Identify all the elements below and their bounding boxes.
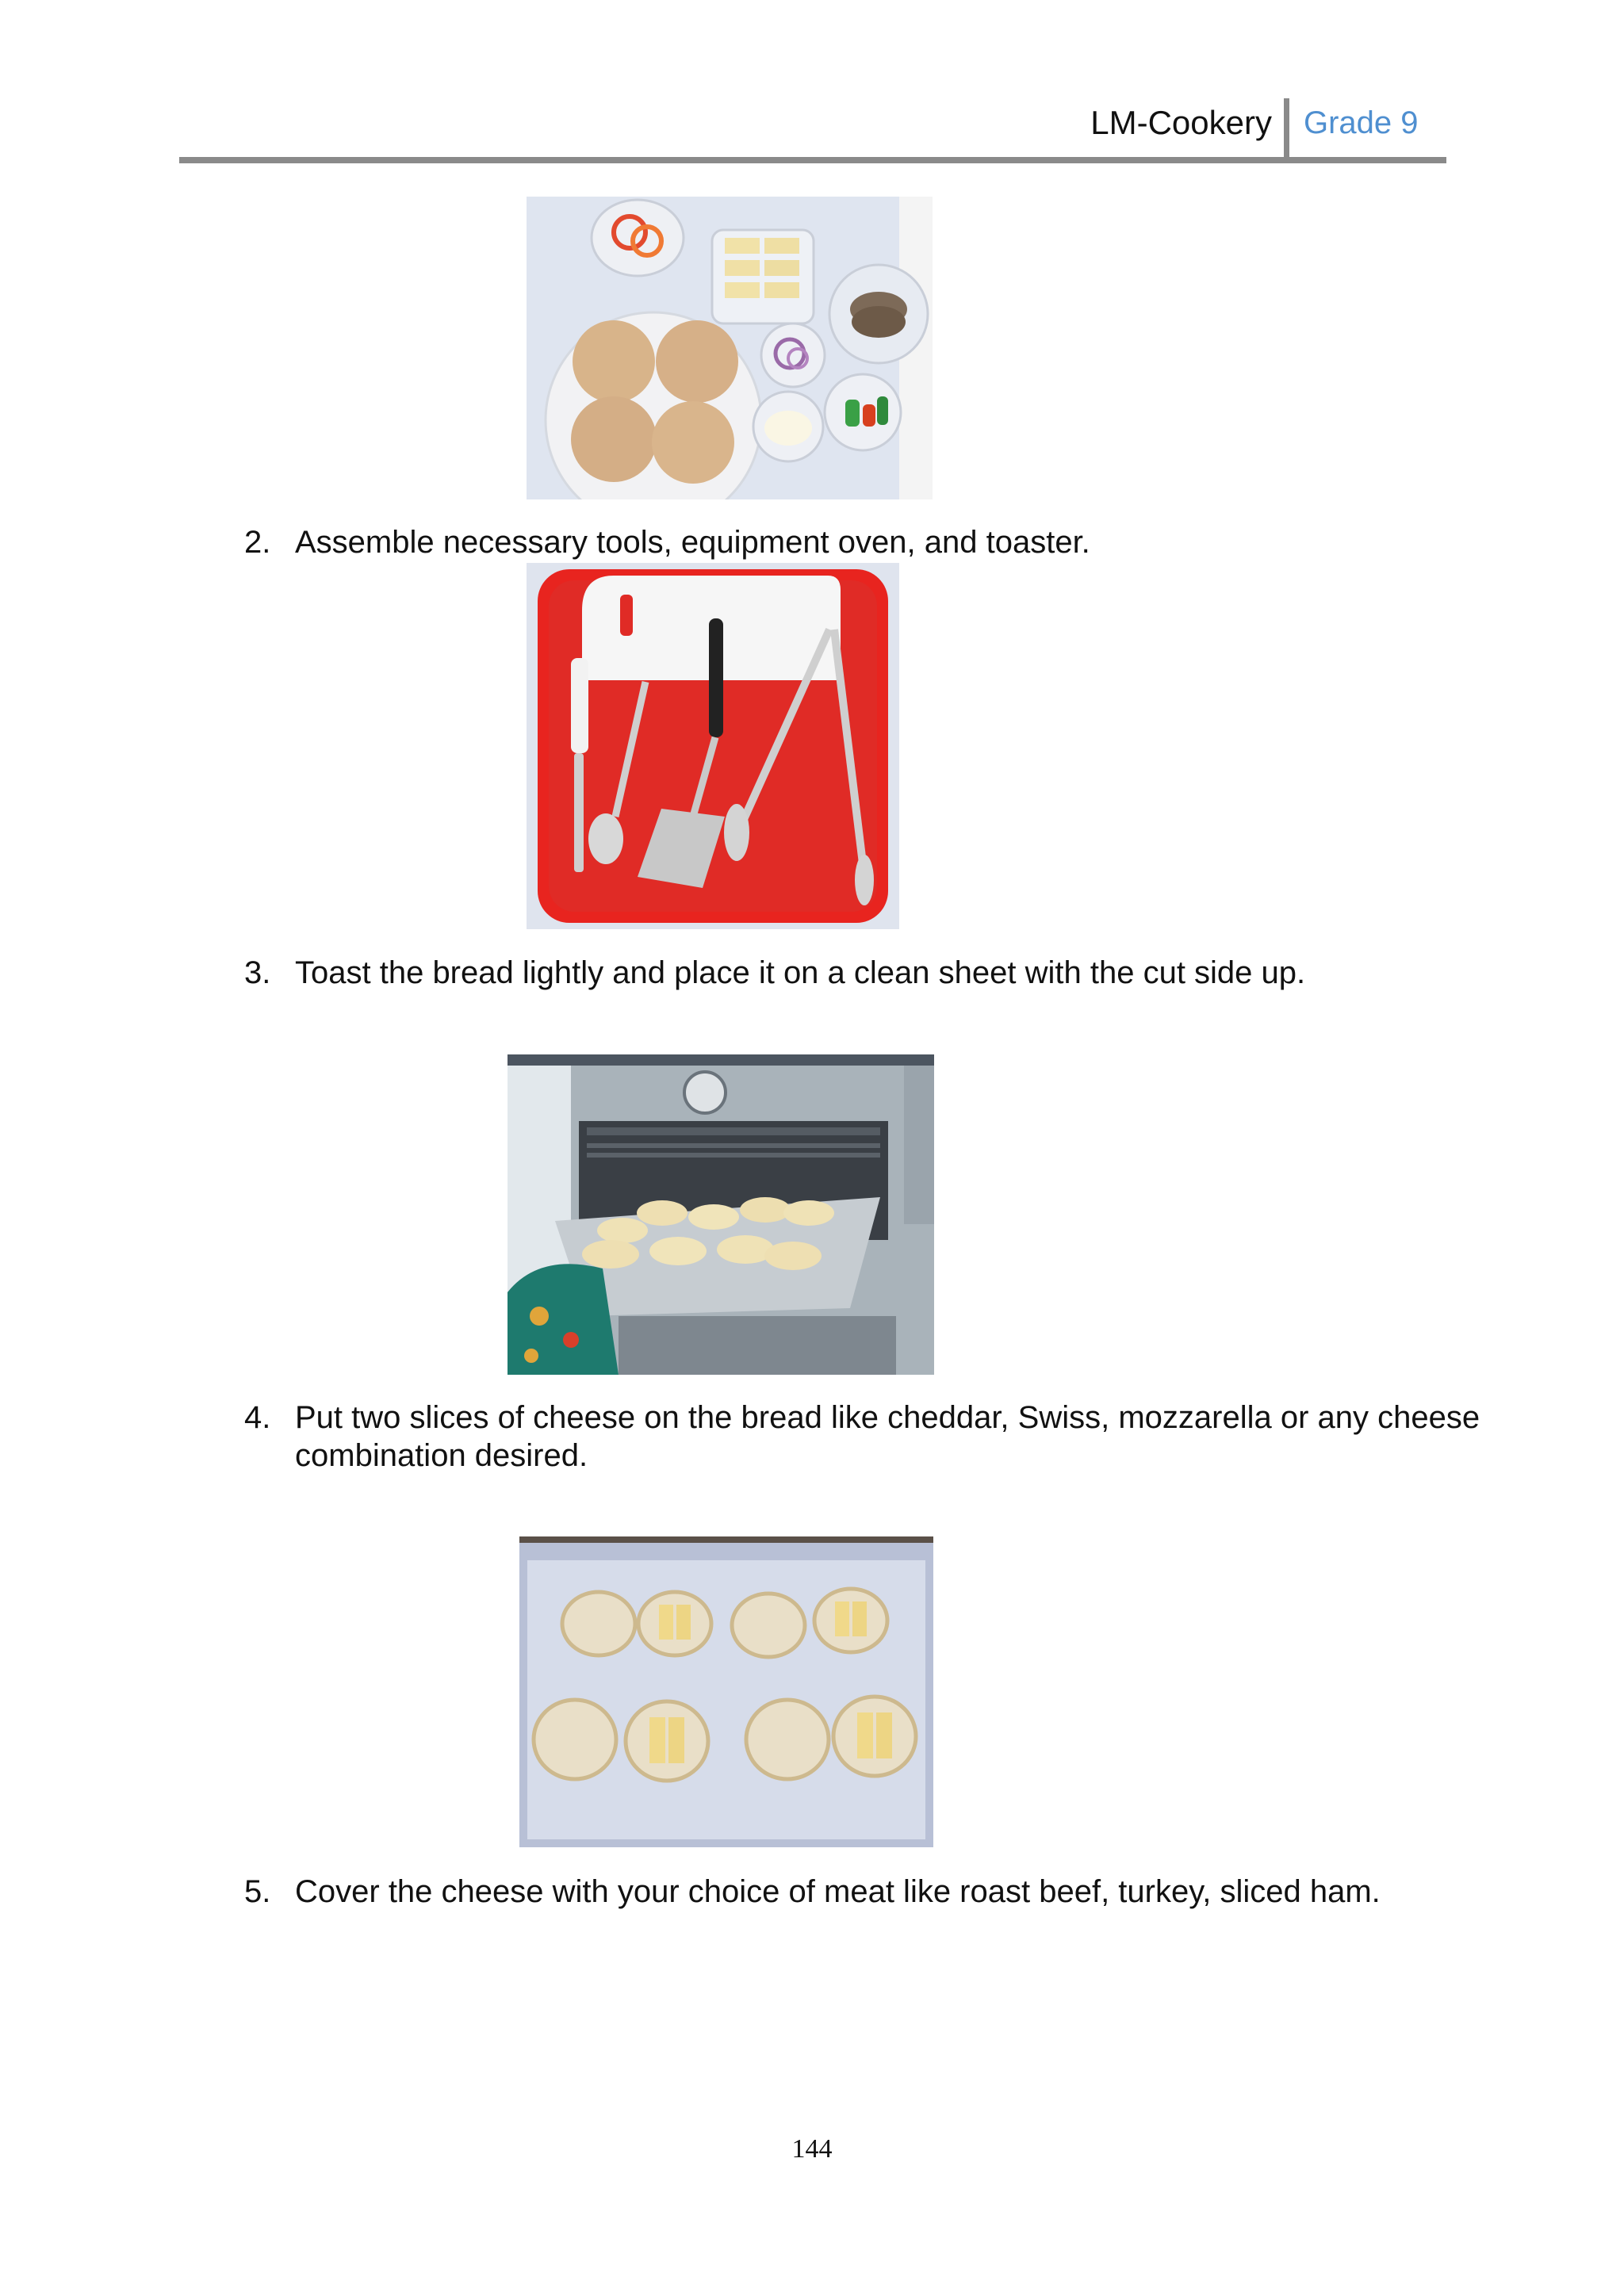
step-number: 5. bbox=[244, 1874, 271, 1909]
step-2 bbox=[244, 523, 1481, 561]
step-text: Toast the bread lightly and place it on a clean sheet with the cut side up. bbox=[295, 955, 1306, 990]
cheese-bread-photo bbox=[519, 1536, 933, 1847]
header-rule bbox=[179, 157, 1446, 163]
header-title: LM-Cookery bbox=[1090, 104, 1272, 141]
ingredients-photo bbox=[527, 197, 933, 499]
tools-photo bbox=[527, 563, 899, 929]
step-number: 4. bbox=[244, 1400, 271, 1435]
step-number: 2. bbox=[244, 525, 271, 560]
step-5 bbox=[244, 1873, 1481, 1911]
step-text: Put two slices of cheese on the bread like cheddar, Swiss, mozzarella or any cheese combination desired. bbox=[295, 1400, 1480, 1473]
header-grade: Grade 9 bbox=[1304, 105, 1419, 140]
page-number: 144 bbox=[791, 2134, 833, 2164]
oven-photo bbox=[508, 1054, 934, 1375]
step-4 bbox=[244, 1399, 1481, 1475]
header-divider bbox=[1284, 98, 1289, 159]
step-3 bbox=[244, 954, 1481, 992]
step-text: Cover the cheese with your choice of meat like roast beef, turkey, sliced ham. bbox=[295, 1874, 1381, 1909]
step-text: Assemble necessary tools, equipment oven, and toaster. bbox=[295, 525, 1090, 560]
step-number: 3. bbox=[244, 955, 271, 990]
